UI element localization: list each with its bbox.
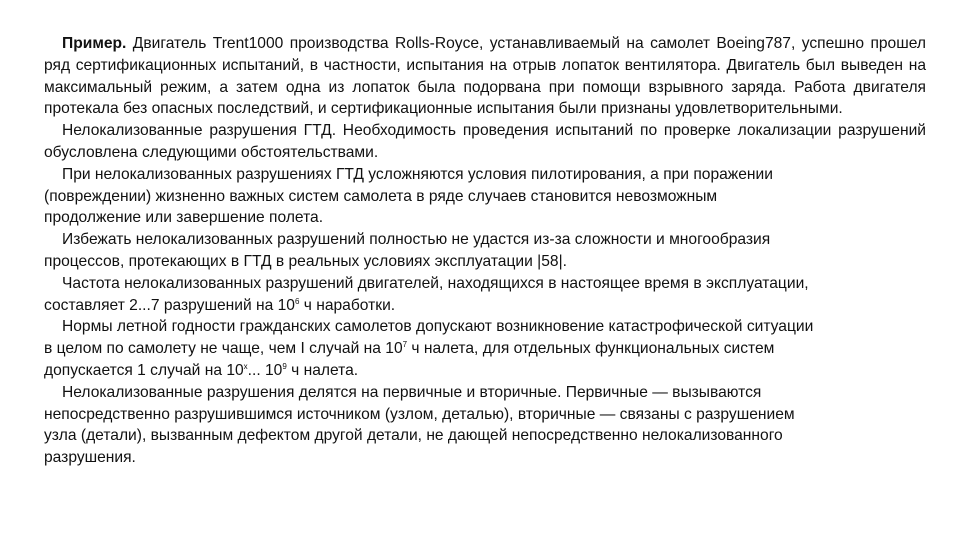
text-line: узла (детали), вызванным дефектом другой детали, не дающей непосредственно нелокализованного bbox=[44, 427, 783, 445]
paragraph-primary-secondary bbox=[44, 382, 926, 469]
text-line-part: ч налета, для отдельных функциональных систем bbox=[407, 340, 775, 358]
text-line-part: в целом по самолету не чаще, чем I случай на 10 bbox=[44, 340, 403, 358]
text-line: разрушения. bbox=[44, 449, 136, 467]
paragraph-nonlocalized-failures: Нелокализованные разрушения ГТД. Необходимость проведения испытаний по проверке локализации разрушений обусловлена следующими обстоятельствами. bbox=[44, 122, 926, 161]
text-line: При нелокализованных разрушениях ГТД усложняются условия пилотирования, а при поражении bbox=[62, 165, 773, 183]
text-line: процессов, протекающих в ГТД в реальных условиях эксплуатации |58|. bbox=[44, 252, 567, 270]
paragraph-failure-frequency bbox=[44, 273, 926, 317]
text-line: Нормы летной годности гражданских самолетов допускают возникновение катастрофической ситуации bbox=[62, 318, 814, 336]
text-line: Избежать нелокализованных разрушений полностью не удастся из-за сложности и многообразия bbox=[62, 231, 771, 249]
paragraph-example bbox=[44, 33, 926, 120]
paragraph-avoid-failures bbox=[44, 229, 926, 273]
document-page bbox=[44, 33, 926, 469]
text-line: продолжение или завершение полета. bbox=[44, 209, 324, 227]
text-line: непосредственно разрушившимся источником (узлом, деталью), вторичные — связаны с разрушением bbox=[44, 405, 795, 423]
text-line-part: составляет 2...7 разрушений на 10 bbox=[44, 296, 295, 314]
exponent: 6 bbox=[294, 296, 300, 306]
text-line-part: допускается 1 случай на 10 bbox=[44, 361, 244, 379]
text-line: (повреждении) жизненно важных систем самолета в ряде случаев становится невозможным bbox=[44, 187, 718, 205]
text-line: Частота нелокализованных разрушений двигателей, находящихся в настоящее время в эксплуатации, bbox=[62, 274, 809, 292]
text-line-part: ... 10 bbox=[247, 361, 283, 379]
example-text: Двигатель Trent1000 производства Rolls-Royce, устанавливаемый на самолет Boeing787, успешно прошел ряд сертификационных испытаний, в частности, испытания на отрыв лопаток вентилятора. Двигатель был выведен на максимальный режим, а затем одна из лопаток была подорвана при помощи взрывного заряда. Работа двигателя протекала без опасных последствий, и сертификационные испытания были признаны удовлетворительными. bbox=[44, 35, 926, 118]
exponent: x bbox=[243, 361, 248, 371]
paragraph-airworthiness-norms bbox=[44, 316, 926, 381]
example-lead: Пример. bbox=[62, 35, 127, 52]
exponent: 9 bbox=[282, 361, 287, 371]
paragraph-piloting-conditions bbox=[44, 164, 926, 229]
text-line-part: ч налета. bbox=[286, 361, 359, 379]
text-line-part: ч наработки. bbox=[299, 296, 396, 314]
text-line: Нелокализованные разрушения делятся на первичные и вторичные. Первичные — вызываются bbox=[62, 383, 762, 401]
exponent: 7 bbox=[402, 340, 408, 350]
